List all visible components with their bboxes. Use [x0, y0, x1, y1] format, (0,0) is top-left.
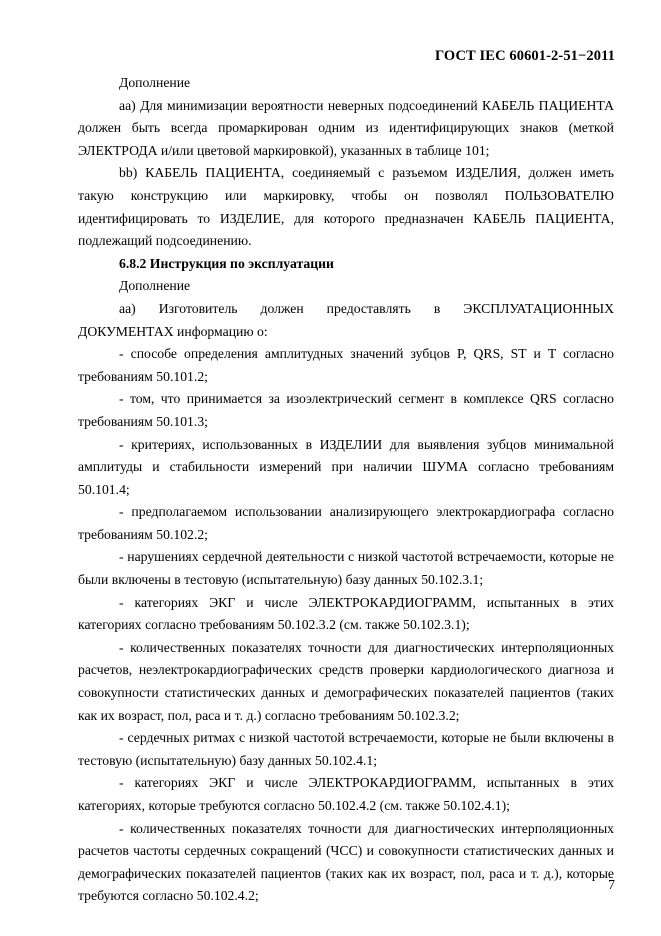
list-item: - сердечных ритмах с низкой частотой встречаемости, которые не были включены в тестовую (испытательную) базу данных 50.102.4.1;	[78, 730, 614, 768]
section-heading: 6.8.2 Инструкция по эксплуатации	[119, 255, 334, 271]
document-body	[78, 72, 614, 908]
list-item: - способе определения амплитудных значений зубцов P, QRS, ST и T согласно требованиям 50.101.2;	[78, 346, 614, 384]
list-item: - нарушениях сердечной деятельности с низкой частотой встречаемости, которые не были включены в тестовую (испытательную) базу данных 50.102.3.1;	[78, 549, 614, 588]
paragraph: Дополнение	[119, 278, 191, 294]
paragraph: bb) КАБЕЛЬ ПАЦИЕНТА, соединяемый с разъемом ИЗДЕЛИЯ, должен иметь такую конструкцию или маркировку, чтобы он позволял ПОЛЬЗОВАТЕЛЮ идентифицировать то ИЗДЕЛИЕ, для которого предназначен КАБЕЛЬ ПАЦИЕНТА, подлежащий подсоединению.	[78, 165, 614, 249]
list-item: - предполагаемом использовании анализирующего электрокардиографа согласно требованиям 50.102.2;	[78, 504, 614, 542]
list-item: - том, что принимается за изоэлектрический сегмент в комплекcе QRS согласно требованиям 50.101.3;	[78, 391, 614, 429]
list-item: - количественных показателях точности для диагностических интерполяционных расчетов, неэлектрокардиографических средств проверки кардиологического диагноза и совокупности статистических данных и демографических показателей пациентов (таких как их возраст, пол, раса и т. д.) согласно требованиям 50.102.3.2;	[78, 639, 614, 723]
list-item: - количественных показателях точности для диагностических интерполяционных расчетов частоты сердечных сокращений (ЧСС) и совокупности статистических данных и демографических показателей пациентов (таких как их возраст, пол, раса и т. д.), которые требуются согласно 50.102.4.2;	[78, 820, 614, 904]
paragraph: aa) Изготовитель должен предоставлять в ЭКСПЛУАТАЦИОННЫХ ДОКУМЕНТАХ информацию о:	[78, 300, 614, 339]
paragraph: Дополнение	[119, 75, 191, 90]
page-number: 7	[608, 877, 615, 892]
list-item: - критериях, использованных в ИЗДЕЛИИ для выявления зубцов минимальной амплитуды и стабильности измерений при наличии ШУМА согласно требованиям 50.101.4;	[78, 436, 614, 497]
list-item: - категориях ЭКГ и числе ЭЛЕКТРОКАРДИОГРАММ, испытанных в этих категориях согласно требованиям 50.102.3.2 (см. также 50.102.3.1);	[78, 594, 614, 633]
paragraph: aa) Для минимизации вероятности неверных подсоединений КАБЕЛЬ ПАЦИЕНТА должен быть всегда промаркирован одним из идентифицирующих знаков (меткой ЭЛЕКТРОДА и/или цветовой маркировкой), указанных в таблице 101;	[78, 97, 614, 158]
list-item: - категориях ЭКГ и числе ЭЛЕКТРОКАРДИОГРАММ, испытанных в этих категориях, которые требуются согласно 50.102.4.2 (см. также 50.102.4.1);	[78, 775, 614, 813]
document-header: ГОСТ IEC 60601-2-51−2011	[434, 48, 615, 64]
